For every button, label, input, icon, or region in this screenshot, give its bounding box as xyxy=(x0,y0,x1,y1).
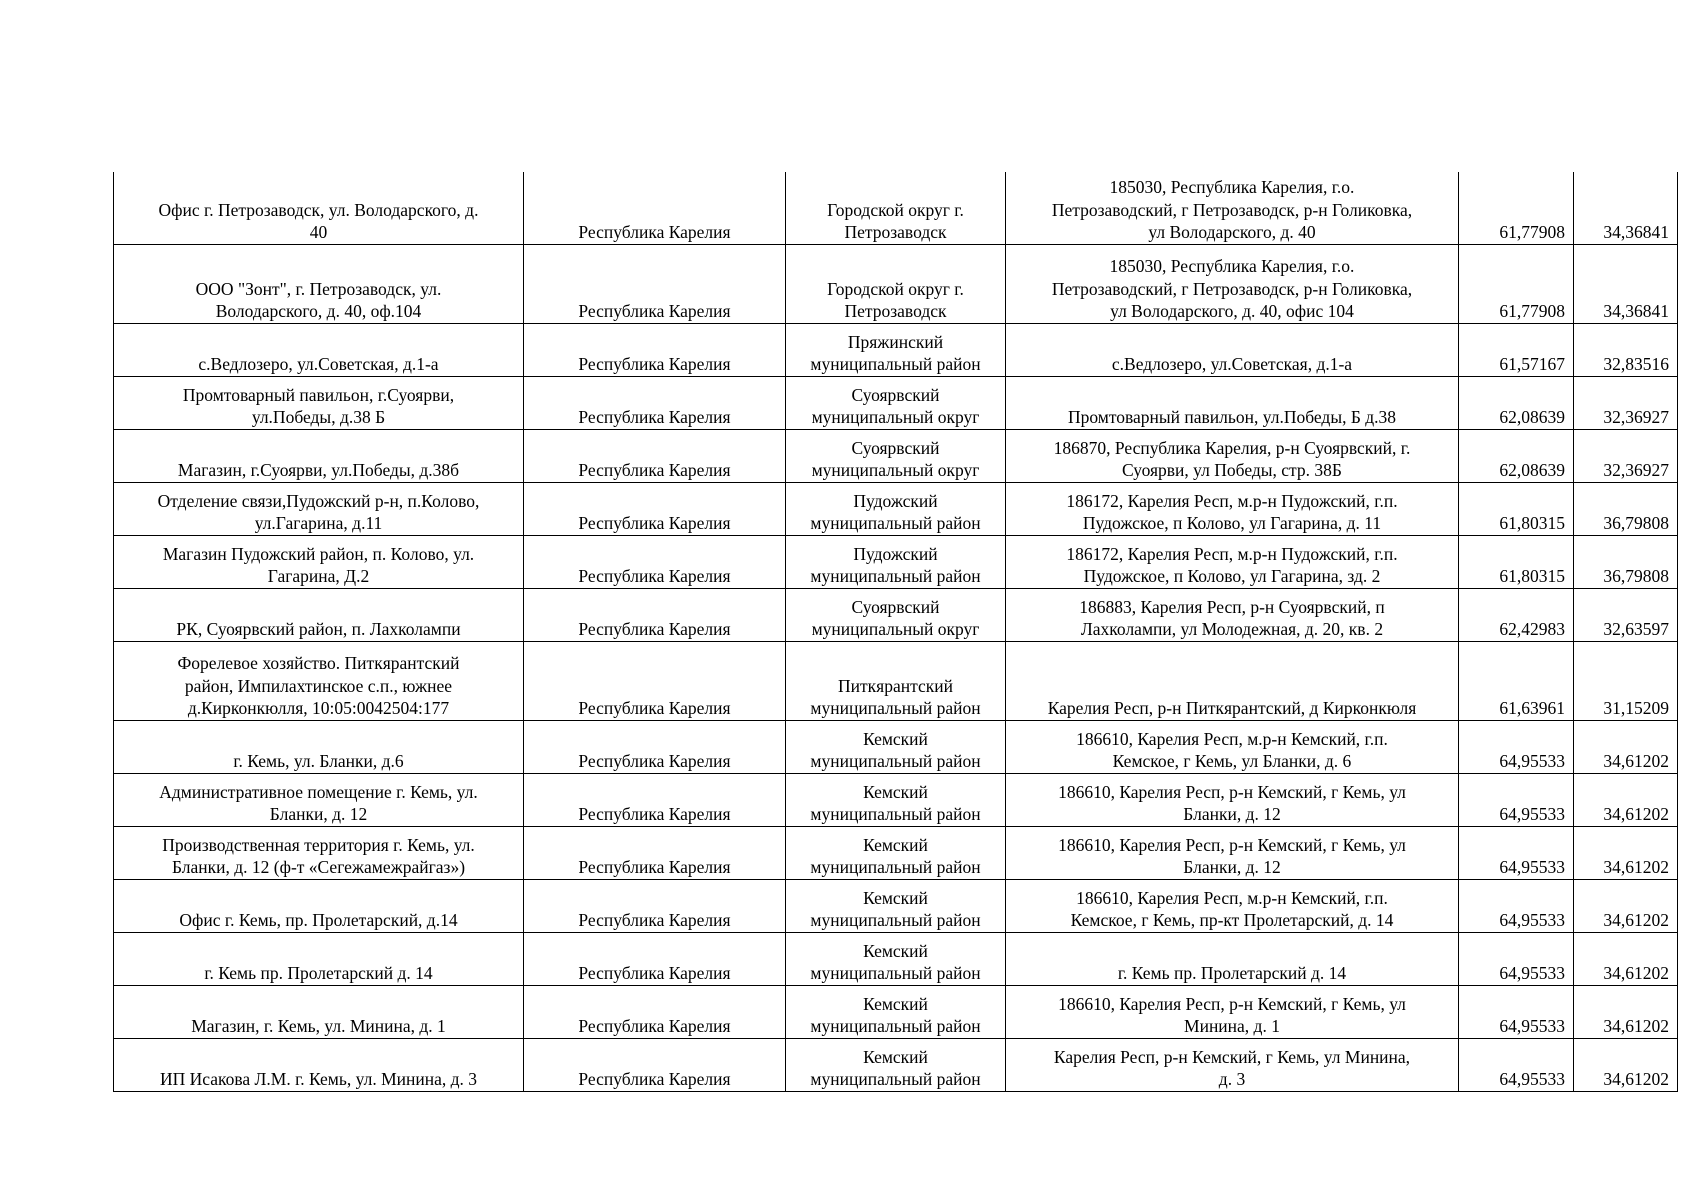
district-cell: Пряжинский муниципальный район xyxy=(786,323,1006,376)
district-cell: Кемский муниципальный район xyxy=(786,773,1006,826)
region-cell: Республика Карелия xyxy=(524,244,786,323)
table-row xyxy=(114,172,1678,244)
address-cell: 186610, Карелия Респ, р-н Кемский, г Кемь, ул Бланки, д. 12 xyxy=(1006,826,1459,879)
district-cell: Пудожский муниципальный район xyxy=(786,482,1006,535)
object-name-cell: Административное помещение г. Кемь, ул. Бланки, д. 12 xyxy=(114,773,524,826)
district-cell: Кемский муниципальный район xyxy=(786,720,1006,773)
table-row xyxy=(114,932,1678,985)
object-name-cell: РК, Суоярвский район, п. Лахколампи xyxy=(114,588,524,641)
table-row xyxy=(114,641,1678,720)
object-name-cell: г. Кемь, ул. Бланки, д.6 xyxy=(114,720,524,773)
region-cell: Республика Карелия xyxy=(524,482,786,535)
district-cell: Питкярантский муниципальный район xyxy=(786,641,1006,720)
object-name-cell: Офис г. Кемь, пр. Пролетарский, д.14 xyxy=(114,879,524,932)
district-cell: Пудожский муниципальный район xyxy=(786,535,1006,588)
longitude-cell: 32,36927 xyxy=(1574,429,1678,482)
latitude-cell: 64,95533 xyxy=(1459,826,1574,879)
latitude-cell: 61,80315 xyxy=(1459,535,1574,588)
latitude-cell: 61,63961 xyxy=(1459,641,1574,720)
object-name-cell: Производственная территория г. Кемь, ул. Бланки, д. 12 (ф-т «Сегежамежрайгаз») xyxy=(114,826,524,879)
table-row xyxy=(114,773,1678,826)
longitude-cell: 36,79808 xyxy=(1574,482,1678,535)
table-row xyxy=(114,482,1678,535)
district-cell: Городской округ г. Петрозаводск xyxy=(786,244,1006,323)
district-cell: Кемский муниципальный район xyxy=(786,826,1006,879)
region-cell: Республика Карелия xyxy=(524,720,786,773)
latitude-cell: 64,95533 xyxy=(1459,879,1574,932)
district-cell: Кемский муниципальный район xyxy=(786,1038,1006,1091)
address-cell: с.Ведлозеро, ул.Советская, д.1-а xyxy=(1006,323,1459,376)
object-name-cell: ИП Исакова Л.М. г. Кемь, ул. Минина, д. 3 xyxy=(114,1038,524,1091)
region-cell: Республика Карелия xyxy=(524,932,786,985)
latitude-cell: 61,80315 xyxy=(1459,482,1574,535)
region-cell: Республика Карелия xyxy=(524,1038,786,1091)
address-cell: Карелия Респ, р-н Кемский, г Кемь, ул Минина, д. 3 xyxy=(1006,1038,1459,1091)
address-cell: 186610, Карелия Респ, р-н Кемский, г Кемь, ул Минина, д. 1 xyxy=(1006,985,1459,1038)
district-cell: Городской округ г. Петрозаводск xyxy=(786,172,1006,244)
latitude-cell: 64,95533 xyxy=(1459,720,1574,773)
region-cell: Республика Карелия xyxy=(524,429,786,482)
address-cell: 186172, Карелия Респ, м.р-н Пудожский, г.п. Пудожское, п Колово, ул Гагарина, д. 11 xyxy=(1006,482,1459,535)
object-name-cell: Промтоварный павильон, г.Суоярви, ул.Победы, д.38 Б xyxy=(114,376,524,429)
longitude-cell: 36,79808 xyxy=(1574,535,1678,588)
longitude-cell: 34,61202 xyxy=(1574,932,1678,985)
longitude-cell: 34,61202 xyxy=(1574,879,1678,932)
latitude-cell: 61,57167 xyxy=(1459,323,1574,376)
region-cell: Республика Карелия xyxy=(524,323,786,376)
table-row xyxy=(114,323,1678,376)
address-cell: 186172, Карелия Респ, м.р-н Пудожский, г.п. Пудожское, п Колово, ул Гагарина, зд. 2 xyxy=(1006,535,1459,588)
table-row xyxy=(114,826,1678,879)
table-row xyxy=(114,244,1678,323)
longitude-cell: 31,15209 xyxy=(1574,641,1678,720)
table-row xyxy=(114,1038,1678,1091)
latitude-cell: 64,95533 xyxy=(1459,773,1574,826)
address-cell: 186610, Карелия Респ, м.р-н Кемский, г.п. Кемское, г Кемь, пр-кт Пролетарский, д. 14 xyxy=(1006,879,1459,932)
object-name-cell: г. Кемь пр. Пролетарский д. 14 xyxy=(114,932,524,985)
table-row xyxy=(114,376,1678,429)
address-cell: 185030, Республика Карелия, г.о. Петрозаводский, г Петрозаводск, р-н Голиковка, ул Володарского, д. 40 xyxy=(1006,172,1459,244)
longitude-cell: 34,61202 xyxy=(1574,826,1678,879)
address-cell: 186610, Карелия Респ, р-н Кемский, г Кемь, ул Бланки, д. 12 xyxy=(1006,773,1459,826)
district-cell: Кемский муниципальный район xyxy=(786,879,1006,932)
object-name-cell: Магазин Пудожский район, п. Колово, ул. Гагарина, Д.2 xyxy=(114,535,524,588)
latitude-cell: 62,42983 xyxy=(1459,588,1574,641)
region-cell: Республика Карелия xyxy=(524,535,786,588)
longitude-cell: 32,83516 xyxy=(1574,323,1678,376)
latitude-cell: 61,77908 xyxy=(1459,172,1574,244)
region-cell: Республика Карелия xyxy=(524,172,786,244)
longitude-cell: 34,36841 xyxy=(1574,244,1678,323)
table-row xyxy=(114,535,1678,588)
latitude-cell: 61,77908 xyxy=(1459,244,1574,323)
table-row xyxy=(114,879,1678,932)
latitude-cell: 64,95533 xyxy=(1459,932,1574,985)
district-cell: Кемский муниципальный район xyxy=(786,985,1006,1038)
region-cell: Республика Карелия xyxy=(524,985,786,1038)
object-name-cell: с.Ведлозеро, ул.Советская, д.1-а xyxy=(114,323,524,376)
longitude-cell: 34,61202 xyxy=(1574,985,1678,1038)
longitude-cell: 32,36927 xyxy=(1574,376,1678,429)
region-cell: Республика Карелия xyxy=(524,376,786,429)
object-name-cell: Магазин, г. Кемь, ул. Минина, д. 1 xyxy=(114,985,524,1038)
district-cell: Суоярвский муниципальный округ xyxy=(786,429,1006,482)
longitude-cell: 32,63597 xyxy=(1574,588,1678,641)
latitude-cell: 64,95533 xyxy=(1459,1038,1574,1091)
address-cell: г. Кемь пр. Пролетарский д. 14 xyxy=(1006,932,1459,985)
region-cell: Республика Карелия xyxy=(524,773,786,826)
district-cell: Суоярвский муниципальный округ xyxy=(786,588,1006,641)
district-cell: Кемский муниципальный район xyxy=(786,932,1006,985)
latitude-cell: 62,08639 xyxy=(1459,376,1574,429)
longitude-cell: 34,61202 xyxy=(1574,1038,1678,1091)
region-cell: Республика Карелия xyxy=(524,588,786,641)
address-cell: Промтоварный павильон, ул.Победы, Б д.38 xyxy=(1006,376,1459,429)
latitude-cell: 62,08639 xyxy=(1459,429,1574,482)
district-cell: Суоярвский муниципальный округ xyxy=(786,376,1006,429)
table-row xyxy=(114,720,1678,773)
address-cell: 186610, Карелия Респ, м.р-н Кемский, г.п. Кемское, г Кемь, ул Бланки, д. 6 xyxy=(1006,720,1459,773)
object-name-cell: Магазин, г.Суоярви, ул.Победы, д.38б xyxy=(114,429,524,482)
longitude-cell: 34,36841 xyxy=(1574,172,1678,244)
table-row xyxy=(114,588,1678,641)
address-cell: Карелия Респ, р-н Питкярантский, д Кирконкюля xyxy=(1006,641,1459,720)
longitude-cell: 34,61202 xyxy=(1574,773,1678,826)
address-cell: 186870, Республика Карелия, р-н Суоярвский, г. Суоярви, ул Победы, стр. 38Б xyxy=(1006,429,1459,482)
region-cell: Республика Карелия xyxy=(524,879,786,932)
address-cell: 186883, Карелия Респ, р-н Суоярвский, п Лахколампи, ул Молодежная, д. 20, кв. 2 xyxy=(1006,588,1459,641)
object-name-cell: Офис г. Петрозаводск, ул. Володарского, д. 40 xyxy=(114,172,524,244)
address-cell: 185030, Республика Карелия, г.о. Петрозаводский, г Петрозаводск, р-н Голиковка, ул Володарского, д. 40, офис 104 xyxy=(1006,244,1459,323)
longitude-cell: 34,61202 xyxy=(1574,720,1678,773)
address-table xyxy=(113,172,1678,1092)
region-cell: Республика Карелия xyxy=(524,641,786,720)
region-cell: Республика Карелия xyxy=(524,826,786,879)
table-row xyxy=(114,985,1678,1038)
table-row xyxy=(114,429,1678,482)
object-name-cell: Форелевое хозяйство. Питкярантский район, Импилахтинское с.п., южнее д.Кирконкюлля, 10:05:0042504:177 xyxy=(114,641,524,720)
object-name-cell: Отделение связи,Пудожский р-н, п.Колово, ул.Гагарина, д.11 xyxy=(114,482,524,535)
object-name-cell: ООО "Зонт", г. Петрозаводск, ул. Володарского, д. 40, оф.104 xyxy=(114,244,524,323)
latitude-cell: 64,95533 xyxy=(1459,985,1574,1038)
